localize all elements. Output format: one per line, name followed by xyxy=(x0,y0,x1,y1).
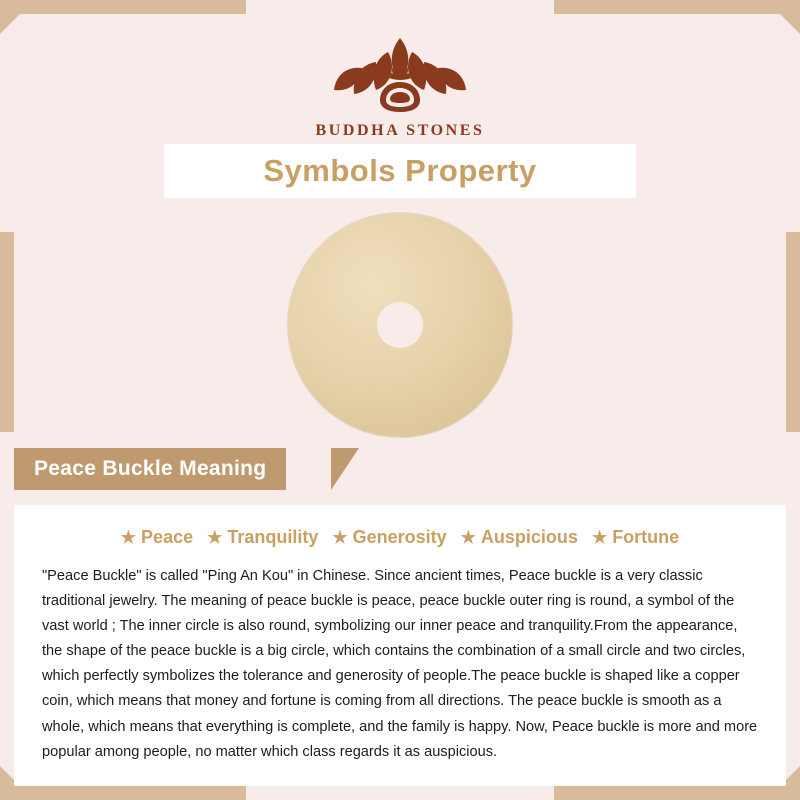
list-item xyxy=(121,527,193,548)
keyword-label: Peace xyxy=(141,527,194,547)
list-item xyxy=(332,527,446,548)
keyword-label: Fortune xyxy=(612,527,680,547)
star-icon: ★ xyxy=(591,528,608,547)
peace-buckle-hole xyxy=(377,302,423,348)
lotus-meditation-icon xyxy=(320,24,480,118)
title-bar xyxy=(164,144,636,198)
star-icon: ★ xyxy=(460,528,476,547)
peace-buckle-disc-icon xyxy=(288,213,512,437)
list-item xyxy=(592,527,679,548)
keyword-label: Auspicious xyxy=(480,527,578,547)
meaning-content-card xyxy=(14,505,786,786)
decorative-band-bottom-right xyxy=(554,786,800,800)
page-title: Symbols Property xyxy=(263,153,537,188)
keyword-list xyxy=(14,505,786,548)
peace-buckle-illustration xyxy=(0,200,800,450)
star-icon: ★ xyxy=(120,528,137,547)
keyword-label: Tranquility xyxy=(227,527,319,547)
section-ribbon-tail xyxy=(331,448,359,490)
list-item xyxy=(207,527,318,548)
section-ribbon-label: Peace Buckle Meaning xyxy=(34,457,267,480)
meaning-paragraph: "Peace Buckle" is called "Ping An Kou" in Chinese. Since ancient times, Peace buckle is a very classic traditional jewelry. The meaning of peace buckle is peace, peace buckle outer ring is round, a symbol of the vast world ; The inner circle is also round, symbolizing our inner peace and tranquility.From the appearance, the shape of the peace buckle is a big circle, which contains the combination of a small circle and two circles, which perfectly symbolizes the tolerance and generosity of people.The peace buckle is shaped like a copper coin, which means that money and fortune is coming from all directions. The peace buckle is smooth as a whole, which means that everything is complete, and the family is happy. Now, Peace buckle is more and more popular among people, no matter which class regards it as auspicious. xyxy=(42,568,758,760)
star-icon: ★ xyxy=(207,528,223,547)
list-item xyxy=(461,527,578,548)
brand-logo xyxy=(0,24,800,140)
decorative-band-top-right xyxy=(554,0,800,14)
section-ribbon xyxy=(14,448,286,490)
keyword-label: Generosity xyxy=(352,527,447,547)
decorative-band-bottom-left xyxy=(0,786,246,800)
star-icon: ★ xyxy=(332,528,348,547)
decorative-band-top-left xyxy=(0,0,246,14)
brand-name: BUDDHA STONES xyxy=(315,122,485,139)
